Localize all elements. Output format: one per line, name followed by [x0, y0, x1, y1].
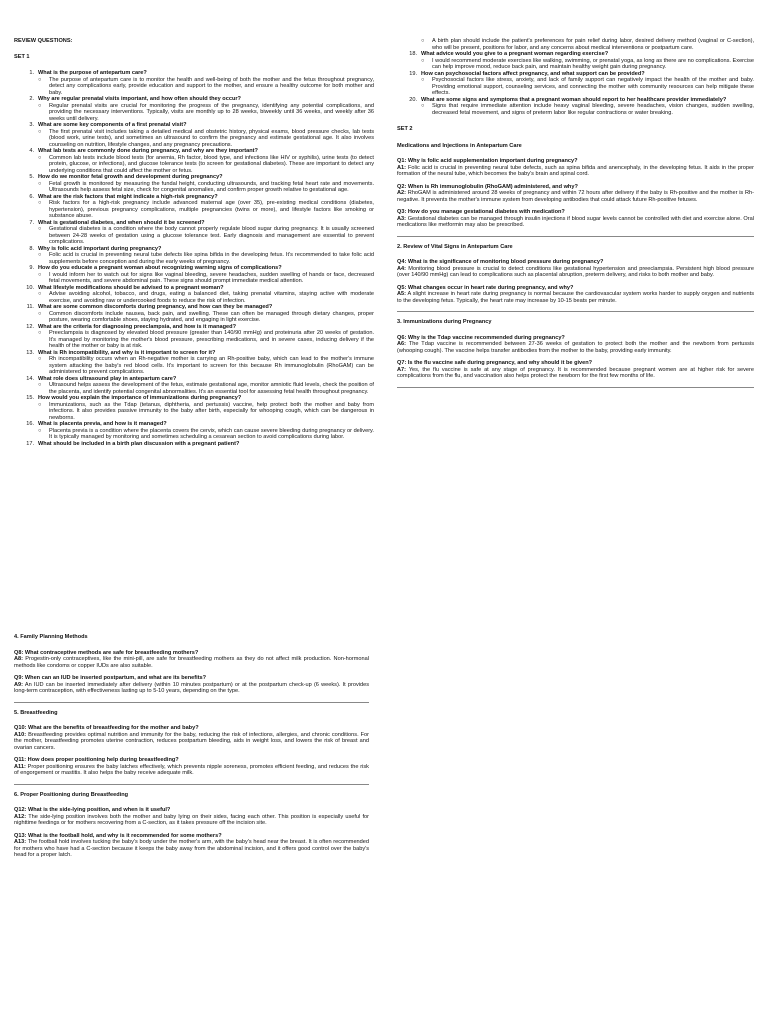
answer: ○ Placenta previa is a condition where the placenta covers the cervix, which can cause severe bleeding during pregnancy or delivery. It is typically managed by monitoring and sometimes scheduling a cesarean section to avoid complications during labor.: [38, 427, 374, 440]
question: How do you educate a pregnant woman about recognizing warning signs of complications?: [38, 265, 282, 271]
review-title: REVIEW QUESTIONS:: [14, 38, 73, 44]
list-item: 10. What lifestyle modifications should be advised to a pregnant woman? ○ Advise avoiding alcohol, tobacco, and drugs, eating a balanced diet, taking prenatal vitamins, staying active with moderate exercise, and avoiding raw or undercooked foods to reduce the risk of infection.: [26, 284, 374, 304]
question: Q13: What is the football hold, and why is it recommended for some mothers?: [14, 832, 222, 839]
question: What lifestyle modifications should be advised to a pregnant woman?: [38, 284, 224, 291]
list-item: 8. Why is folic acid important during pregnancy? ○ Folic acid is crucial in preventing neural tube defects like spina bifida in the developing fetus. It's recommended to take folic acid supplements before conception and during the early weeks of pregnancy.: [29, 245, 374, 265]
question: What is the purpose of antepartum care?: [38, 70, 147, 76]
list-item: 16. What is placenta previa, and how is it managed? ○ Placenta previa is a condition where the placenta covers the cervix, which can cause severe bleeding during pregnancy or delivery. It is typically managed by monitoring and sometimes scheduling a cesarean section to avoid complications during labor.: [26, 421, 374, 440]
list-item: 5. How do we monitor fetal growth and development during pregnancy? ○ Fetal growth is monitored by measuring the fundal height, conducting ultrasounds, and tracking fetal heart rate and movements. Ultrasounds help assess fetal size, check for congenital anomalies, and confirm proper growth relative to gestational age.: [29, 174, 374, 193]
answer: A3: Gestational diabetes can be managed through insulin injections if blood sugar levels cannot be controlled with diet and exercise alone. Oral medications like metformin may also be prescribed.: [397, 215, 754, 228]
list-item: 9. How do you educate a pregnant woman about recognizing warning signs of complications? ○ I would inform her to watch out for signs like vaginal bleeding, severe headaches, sudden swelling of hands or face, decreased fetal movements, and severe abdominal pain. These signs should prompt immediate medical attention.: [29, 265, 374, 284]
section-title: 5. Breastfeeding: [14, 709, 58, 716]
set2-label: SET 2: [397, 126, 413, 132]
list-item: 11. What are some common discomforts during pregnancy, and how can they be managed? ○ Common discomforts include nausea, back pain, and swelling. These can often be managed through dietary changes, proper posture, wearing comfortable shoes, staying hydrated, and engaging in light exercise.: [26, 304, 374, 323]
list-item: 12. What are the criteria for diagnosing preeclampsia, and how is it managed? ○ Preeclampsia is diagnosed by elevated blood pressure (greater than 140/90 mmHg) and proteinuria after 20 weeks of gestation. It's managed by monitoring the mother's blood pressure, prescribing medications, and in severe cases, inducing delivery if the health of the mother or baby is at risk.: [26, 323, 374, 349]
answer: A12: The side-lying position involves both the mother and baby lying on their sides, facing each other. This position is especially useful for nighttime feedings or for mothers recovering from a C-section, as it takes pressure off the incision site.: [14, 813, 369, 826]
answer: A13: The football hold involves tucking the baby's body under the mother's arm, with the baby's head near the breast. It is often recommended for mothers who have had a C-section because it keeps the baby away from the abdominal incision, and it offers good control over the baby's head for a proper latch.: [14, 839, 370, 858]
right-column: [397, 38, 754, 395]
list-item: 4. What lab tests are commonly done during pregnancy, and why are they important? ○ Common lab tests include blood tests (for anemia, Rh factor, blood type, and infections like HIV or syphilis), urine tests (to detect protein, glucose, or infections), and glucose tolerance tests (to screen for gestational diabetes). These are important to detect any underlying conditions that could affect the mother or fetus.: [29, 148, 374, 174]
answer: ○ Advise avoiding alcohol, tobacco, and drugs, eating a balanced diet, taking prenatal vitamins, staying active with moderate exercise, and avoiding raw or undercooked foods to reduce the risk of infection.: [38, 291, 374, 304]
section-title: 4. Family Planning Methods: [14, 634, 88, 640]
answer: ○ Fetal growth is monitored by measuring the fundal height, conducting ultrasounds, and tracking fetal heart rate and movements. Ultrasounds help assess fetal size, check for congenital anomalies, and confirm proper growth relative to gestational age.: [38, 180, 374, 193]
section-title: 3. Immunizations during Pregnancy: [397, 319, 492, 325]
answer: A6: The Tdap vaccine is recommended between 27-36 weeks of gestation to protect both the mother and the newborn from pertussis (whooping cough). The vaccine helps transfer antibodies from the mother to the baby, providing early immunity.: [397, 341, 755, 354]
question: How can psychosocial factors affect pregnancy, and what support can be provided?: [421, 70, 645, 77]
section-title: 6. Proper Positioning during Breastfeeding: [14, 791, 129, 798]
answer: A10: Breastfeeding provides optimal nutrition and immunity for the baby, reducing the risk of infections, allergies, and chronic conditions. For the mother, breastfeeding promotes uterine contraction, reduces postpartum bleeding, aids in weight loss, and lowers the risk of breast and ovarian cancers.: [14, 731, 369, 751]
question: Q10: What are the benefits of breastfeeding for the mother and baby?: [14, 725, 199, 731]
question: What is placenta previa, and how is it managed?: [38, 421, 167, 427]
left-column: [14, 38, 374, 447]
answer: A11: Proper positioning ensures the baby latches effectively, which prevents nipple soreness, promotes efficient feeding, and reduces the risk of engorgement or mastitis. It also helps the baby receive adequate milk.: [14, 763, 369, 776]
list-item: 18. What advice would you give to a pregnant woman regarding exercise? ○ I would recommend moderate exercises like walking, swimming, or prenatal yoga, as long as there are no complications. Exercise can help improve mood, reduce back pain, and maintain healthy weight gain during pregnancy.: [409, 51, 754, 70]
answer: A5: A slight increase in heart rate during pregnancy is normal because the cardiovascular system works harder to supply oxygen and nutrients to the developing fetus. Typically, the heart rate may increase by 10-15 beats per minute.: [397, 291, 754, 304]
question: What are the criteria for diagnosing preeclampsia, and how is it managed?: [38, 323, 236, 330]
answer: A1: Folic acid is crucial in preventing neural tube defects, such as spina bifida and anencephaly, in the developing fetus. It aids in the proper formation of the neural tube, which becomes the baby's brain and spinal cord.: [397, 164, 754, 177]
question: How would you explain the importance of immunizations during pregnancy?: [38, 395, 242, 401]
question: What should be included in a birth plan discussion with a pregnant patient?: [38, 440, 240, 447]
question: How do we monitor fetal growth and development during pregnancy?: [38, 174, 223, 180]
set1-list: [14, 70, 374, 447]
divider: [397, 387, 754, 388]
answer: ○ Immunizations, such as the Tdap (tetanus, diphtheria, and pertussis) vaccine, help protect both the mother and baby from infections. It also provides passive immunity to the baby after birth, especially for whooping cough, which can be dangerous in newborns.: [38, 401, 374, 421]
question: What are some common discomforts during pregnancy, and how can they be managed?: [38, 304, 273, 310]
question: Q1: Why is folic acid supplementation important during pregnancy?: [397, 158, 578, 164]
question: Q3: How do you manage gestational diabetes with medication?: [397, 209, 565, 215]
divider: [14, 784, 369, 785]
list-item: 7. What is gestational diabetes, and when should it be screened? ○ Gestational diabetes is a condition where the body cannot properly regulate blood sugar during pregnancy. It is usually screened between 24-28 weeks of gestation using a glucose tolerance test. Early diagnosis and management are essential to prevent complications.: [29, 219, 374, 245]
question: Q5: What changes occur in heart rate during pregnancy, and why?: [397, 284, 574, 291]
answer: ○ Gestational diabetes is a condition where the body cannot properly regulate blood sugar during pregnancy. It is usually screened between 24-28 weeks of gestation using a glucose tolerance test. Early diagnosis and management are essential to prevent complications.: [38, 226, 374, 245]
list-item: 2. Why are regular prenatal visits important, and how often should they occur? ○ Regular prenatal visits are crucial for monitoring the progress of the pregnancy, identifying any potential complications, and providing the necessary interventions. Typically, visits are monthly up to 28 weeks, biweekly until 36 weeks, and weekly after 36 weeks until delivery.: [29, 96, 374, 122]
list-item: 3. What are some key components of a first prenatal visit? ○ The first prenatal visit includes taking a detailed medical and obstetric history, physical exams, blood pressure checks, lab tests (blood work, urine tests), and sometimes an ultrasound to confirm the pregnancy and estimate gestational age. It also involves counseling on nutrition, lifestyle changes, and any pregnancy precautions.: [29, 122, 374, 148]
question: Q4: What is the significance of monitoring blood pressure during pregnancy?: [397, 259, 604, 265]
list-item: 6. What are the risk factors that might indicate a high-risk pregnancy? ○ Risk factors for a high-risk pregnancy include advanced maternal age (over 35), pre-existing medical conditions (diabetes, hypertension), previous pregnancy complications, multiple pregnancies (twins or more), and lifestyle factors like smoking or substance abuse.: [29, 193, 374, 219]
set1-label: SET 1: [14, 54, 30, 60]
answer: A4: Monitoring blood pressure is crucial to detect conditions like gestational hypertension and preeclampsia. Persistent high blood pressure (over 140/90 mmHg) can lead to complications such as placental abruption, preterm delivery, and risks to both mother and baby.: [397, 265, 754, 278]
question: Q9: When can an IUD be inserted postpartum, and what are its benefits?: [14, 675, 207, 681]
question: What is gestational diabetes, and when should it be screened?: [38, 219, 205, 226]
answer: ○ Common lab tests include blood tests (for anemia, Rh factor, blood type, and infections like HIV or syphilis), urine tests (to detect protein, glucose, or infections), and glucose tolerance tests (to screen for gestational diabetes). These are important to detect any underlying conditions that could affect the mother or fetus.: [38, 154, 374, 174]
list-item: 15. How would you explain the importance of immunizations during pregnancy? ○ Immunizations, such as the Tdap (tetanus, diphtheria, and pertussis) vaccine, help protect both the mother and baby from infections. It also provides passive immunity to the baby after birth, especially for whooping cough, which can be dangerous in newborns.: [26, 395, 374, 421]
list-item: 14. What role does ultrasound play in antepartum care? ○ Ultrasound helps assess the development of the fetus, estimate gestational age, monitor amniotic fluid levels, check the position of the placenta, and identify potential congenital abnormalities. It's an essential tool for assessing fetal health throughout pregnancy.: [26, 375, 374, 395]
question: Q12: What is the side-lying position, and when is it useful?: [14, 807, 171, 813]
list-item: 19. How can psychosocial factors affect pregnancy, and what support can be provided? ○ Psychosocial factors like stress, anxiety, and lack of family support can negatively impact the health of the mother and baby. Providing emotional support, counseling services, and connecting the mother with community resources can help mitigate these effects.: [409, 70, 754, 96]
answer: ○ I would inform her to watch out for signs like vaginal bleeding, severe headaches, sudden swelling of hands or face, decreased fetal movements, and severe abdominal pain. These signs should prompt immediate medical attention.: [38, 271, 374, 284]
question: Why is folic acid important during pregnancy?: [38, 245, 162, 252]
divider: [397, 311, 754, 312]
divider: [14, 702, 369, 703]
section-title: 2. Review of Vital Signs in Antepartum Care: [397, 243, 513, 250]
question: Q6: Why is the Tdap vaccine recommended during pregnancy?: [397, 334, 565, 341]
question: Q8: What contraceptive methods are safe for breastfeeding mothers?: [14, 649, 199, 656]
question: What are some key components of a first prenatal visit?: [38, 122, 187, 128]
question: Q7: Is the flu vaccine safe during pregnancy, and why should it be given?: [397, 360, 593, 366]
answer: ○ The purpose of antepartum care is to monitor the health and well-being of both the mother and the fetus throughout pregnancy, detect any complications early, provide education and support to the mother, and ensure a healthy outcome for both mother and baby.: [38, 76, 374, 96]
list-item: 17. What should be included in a birth plan discussion with a pregnant patient?: [26, 440, 240, 447]
question: What advice would you give to a pregnant woman regarding exercise?: [421, 51, 609, 57]
answer: ○ I would recommend moderate exercises like walking, swimming, or prenatal yoga, as long as there are no complications. Exercise can help improve mood, reduce back pain, and maintain healthy weight gain during pregnancy.: [421, 57, 754, 70]
section-title: Medications and Injections in Antepartum Care: [397, 142, 522, 149]
divider: [397, 236, 754, 237]
list-item: 1. What is the purpose of antepartum care? ○ The purpose of antepartum care is to monitor the health and well-being of both the mother and the fetus throughout pregnancy, detect any complications early, provide education and support to the mother, and ensure a healthy outcome for both mother and baby.: [29, 70, 374, 96]
question: What role does ultrasound play in antepartum care?: [38, 375, 177, 382]
answer: ○ Signs that require immediate attention include heavy vaginal bleeding, severe headaches, vision changes, sudden swelling, decreased fetal movement, and signs of preterm labor like regular contractions or water breaking.: [421, 103, 754, 116]
answer: ○ Psychosocial factors like stress, anxiety, and lack of family support can negatively impact the health of the mother and baby. Providing emotional support, counseling services, and connecting the mother with community resources can help mitigate these effects.: [421, 77, 754, 96]
answer: ○ Ultrasound helps assess the development of the fetus, estimate gestational age, monitor amniotic fluid levels, check the position of the placenta, and identify potential congenital abnormalities. It's an essential tool for assessing fetal health throughout pregnancy.: [38, 382, 374, 395]
question: What lab tests are commonly done during pregnancy, and why are they important?: [38, 148, 258, 154]
answer: ○ Common discomforts include nausea, back pain, and swelling. These can often be managed through dietary changes, proper posture, wearing comfortable shoes, staying hydrated, and engaging in light exercise.: [38, 310, 374, 323]
question: What is Rh incompatibility, and why is it important to screen for it?: [38, 349, 216, 356]
question: Q2: When is Rh immunoglobulin (RhoGAM) administered, and why?: [397, 183, 578, 190]
question: What are the risk factors that might indicate a high-risk pregnancy?: [38, 193, 218, 200]
question: Q11: How does proper positioning help during breastfeeding?: [14, 757, 179, 763]
answer: A7: Yes, the flu vaccine is safe at any stage of pregnancy. It is recommended because pregnant women are at higher risk for severe complications from the flu, and vaccination also helps protect the newborn for the first few months of life.: [397, 366, 755, 379]
answer: A8: Progestin-only contraceptives, like the mini-pill, are safe for breastfeeding mothers as they do not affect milk production. Non-hormonal methods like condoms or copper IUDs are also suitable.: [14, 656, 369, 669]
answer: ○ Preeclampsia is diagnosed by elevated blood pressure (greater than 140/90 mmHg) and proteinuria after 20 weeks of gestation. It's managed by monitoring the mother's blood pressure, prescribing medications, and in severe cases, inducing delivery if the health of the mother or baby is at risk.: [38, 330, 374, 349]
answer: ○ Folic acid is crucial in preventing neural tube defects like spina bifida in the developing fetus. It's recommended to take folic acid supplements before conception and during the early weeks of pregnancy.: [38, 252, 374, 265]
answer: A9: An IUD can be inserted immediately after delivery (within 10 minutes postpartum) or at the postpartum check-up (6 weeks). It provides long-term contraception, with effectiveness lasting up to 5-10 years, depending on the type.: [14, 681, 370, 694]
question: What are some signs and symptoms that a pregnant woman should report to her healthcare provider immediately?: [421, 96, 727, 103]
answer: ○ Risk factors for a high-risk pregnancy include advanced maternal age (over 35), pre-existing medical conditions (diabetes, hypertension), previous pregnancy complications, multiple pregnancies (twins or more), and lifestyle factors like smoking or substance abuse.: [38, 200, 374, 219]
list-item: 13. What is Rh incompatibility, and why is it important to screen for it? ○ Rh incompatibility occurs when an Rh-negative mother is carrying an Rh-positive baby, which can lead to the mother's immune system attacking the baby's red blood cells. It's important to screen for this because Rh immunoglobulin (RhoGAM) can be administered to prevent complications.: [26, 349, 374, 375]
bottom-column: [14, 634, 369, 859]
answer: ○ Regular prenatal visits are crucial for monitoring the progress of the pregnancy, identifying any potential complications, and providing the necessary interventions. Typically, visits are monthly up to 28 weeks, biweekly until 36 weeks, and weekly after 36 weeks until delivery.: [38, 102, 374, 122]
question: Why are regular prenatal visits important, and how often should they occur?: [38, 96, 241, 102]
answer: ○ The first prenatal visit includes taking a detailed medical and obstetric history, physical exams, blood pressure checks, lab tests (blood work, urine tests), and sometimes an ultrasound to confirm the pregnancy and estimate gestational age. It also involves counseling on nutrition, lifestyle changes, and any pregnancy precautions.: [38, 128, 374, 148]
answer: ○ Rh incompatibility occurs when an Rh-negative mother is carrying an Rh-positive baby, which can lead to the mother's immune system attacking the baby's red blood cells. It's important to screen for this because Rh immunoglobulin (RhoGAM) can be administered to prevent complications.: [38, 356, 374, 375]
list-item: 20. What are some signs and symptoms that a pregnant woman should report to her healthcare provider immediately? ○ Signs that require immediate attention include heavy vaginal bleeding, severe headaches, vision changes, sudden swelling, decreased fetal movement, and signs of preterm labor like regular contractions or water breaking.: [409, 96, 754, 116]
answer: ○ A birth plan should include the patient's preferences for pain relief during labor, desired delivery method (vaginal or C-section), who will be present, positions for labor, and any concerns about medical interventions or postpartum care.: [421, 38, 754, 51]
answer: A2: RhoGAM is administered around 28 weeks of pregnancy and within 72 hours after delivery if the baby is Rh-positive and the mother is Rh-negative. It prevents the mother's immune system from developing antibodies that could attack future Rh-positive fetuses.: [397, 190, 754, 203]
